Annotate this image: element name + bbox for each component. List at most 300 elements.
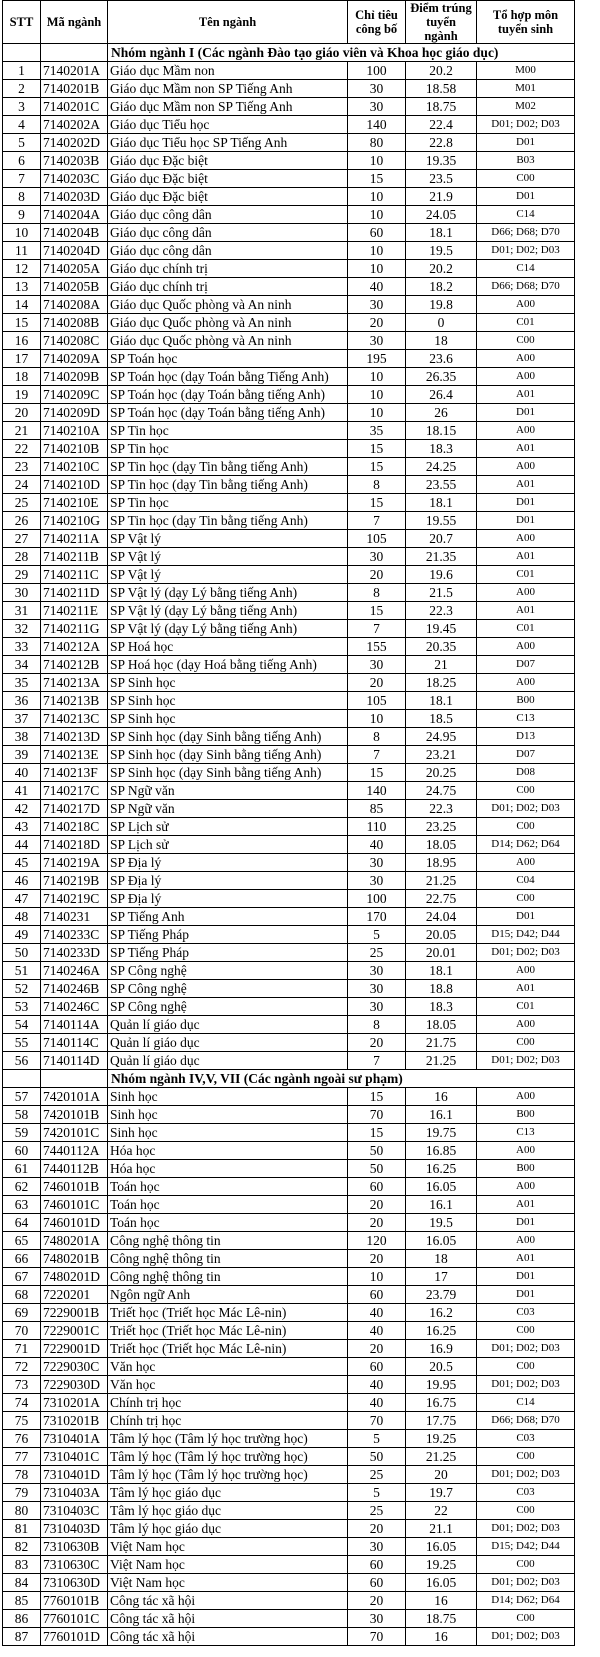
cell-combo: D15; D42; D44 xyxy=(477,1538,575,1556)
cell-quota: 70 xyxy=(348,1412,406,1430)
cell-quota: 20 xyxy=(348,674,406,692)
cell-code: 7140210E xyxy=(41,494,108,512)
cell-score: 21.25 xyxy=(406,1448,477,1466)
cell-combo: C00 xyxy=(477,890,575,908)
cell-name: SP Toán học (dạy Toán bằng tiếng Anh) xyxy=(108,386,348,404)
cell-stt: 86 xyxy=(3,1610,41,1628)
cell-code: 7760101C xyxy=(41,1610,108,1628)
cell-quota: 30 xyxy=(348,98,406,116)
cell-quota: 50 xyxy=(348,1160,406,1178)
table-row xyxy=(3,1286,575,1304)
cell-combo: D66; D68; D70 xyxy=(477,1412,575,1430)
cell-combo: D01 xyxy=(477,1268,575,1286)
cell-code: 7310401A xyxy=(41,1430,108,1448)
cell-score: 20.25 xyxy=(406,764,477,782)
cell-code: 7140114D xyxy=(41,1052,108,1070)
table-row xyxy=(3,998,575,1016)
cell-name: SP Sinh học (dạy Sinh bằng tiếng Anh) xyxy=(108,728,348,746)
cell-stt: 77 xyxy=(3,1448,41,1466)
cell-combo: D01; D02; D03 xyxy=(477,242,575,260)
cell-name: Giáo dục Tiểu học SP Tiếng Anh xyxy=(108,134,348,152)
cell-score: 20.2 xyxy=(406,62,477,80)
table-row xyxy=(3,1124,575,1142)
cell-combo: D01; D02; D03 xyxy=(477,944,575,962)
cell-code: 7140210B xyxy=(41,440,108,458)
cell-combo: D01; D02; D03 xyxy=(477,1520,575,1538)
cell-name: Giáo dục Quốc phòng và An ninh xyxy=(108,296,348,314)
cell-code: 7229001B xyxy=(41,1304,108,1322)
table-row xyxy=(3,404,575,422)
cell-stt: 58 xyxy=(3,1106,41,1124)
cell-stt: 5 xyxy=(3,134,41,152)
table-row xyxy=(3,674,575,692)
cell-quota: 105 xyxy=(348,692,406,710)
table-row xyxy=(3,1196,575,1214)
cell-code: 7140201C xyxy=(41,98,108,116)
cell-score: 22.75 xyxy=(406,890,477,908)
cell-name: Công tác xã hội xyxy=(108,1628,348,1646)
cell-score: 22 xyxy=(406,1502,477,1520)
cell-code: 7220201 xyxy=(41,1286,108,1304)
cell-name: Hóa học xyxy=(108,1160,348,1178)
table-row xyxy=(3,260,575,278)
cell-name: SP Toán học xyxy=(108,350,348,368)
table-row xyxy=(3,1250,575,1268)
cell-code: 7140246B xyxy=(41,980,108,998)
cell-quota: 120 xyxy=(348,1232,406,1250)
cell-score: 19.55 xyxy=(406,512,477,530)
cell-stt: 44 xyxy=(3,836,41,854)
cell-stt: 63 xyxy=(3,1196,41,1214)
cell-stt: 62 xyxy=(3,1178,41,1196)
cell-combo: C14 xyxy=(477,206,575,224)
cell-code: 7140231 xyxy=(41,908,108,926)
cell-score: 21.35 xyxy=(406,548,477,566)
cell-combo: A00 xyxy=(477,368,575,386)
cell-code: 7310201A xyxy=(41,1394,108,1412)
cell-combo: C00 xyxy=(477,1610,575,1628)
cell-quota: 10 xyxy=(348,1268,406,1286)
cell-score: 17.75 xyxy=(406,1412,477,1430)
cell-name: Ngôn ngữ Anh xyxy=(108,1286,348,1304)
cell-code: 7140212A xyxy=(41,638,108,656)
cell-stt: 7 xyxy=(3,170,41,188)
cell-score: 20.5 xyxy=(406,1358,477,1376)
cell-score: 18.15 xyxy=(406,422,477,440)
cell-name: SP Lịch sử xyxy=(108,836,348,854)
cell-stt: 34 xyxy=(3,656,41,674)
table-row xyxy=(3,368,575,386)
cell-combo: C13 xyxy=(477,710,575,728)
cell-score: 16.1 xyxy=(406,1196,477,1214)
cell-code: 7140203C xyxy=(41,170,108,188)
cell-code: 7140114C xyxy=(41,1034,108,1052)
cell-code: 7140201A xyxy=(41,62,108,80)
cell-stt: 29 xyxy=(3,566,41,584)
group-header-row xyxy=(3,1070,575,1088)
cell-quota: 15 xyxy=(348,1124,406,1142)
cell-quota: 60 xyxy=(348,1556,406,1574)
table-row xyxy=(3,1340,575,1358)
table-header-row xyxy=(3,1,575,44)
cell-score: 18.05 xyxy=(406,836,477,854)
cell-quota: 85 xyxy=(348,800,406,818)
cell-quota: 20 xyxy=(348,1520,406,1538)
cell-stt: 41 xyxy=(3,782,41,800)
cell-combo: C00 xyxy=(477,1448,575,1466)
cell-stt: 75 xyxy=(3,1412,41,1430)
header-quota: Chỉ tiêu công bố xyxy=(348,1,406,44)
cell-score: 22.3 xyxy=(406,800,477,818)
cell-code: 7140213D xyxy=(41,728,108,746)
cell-code: 7140218D xyxy=(41,836,108,854)
table-row xyxy=(3,566,575,584)
table-row xyxy=(3,1142,575,1160)
table-row xyxy=(3,980,575,998)
cell-name: SP Công nghệ xyxy=(108,962,348,980)
cell-quota: 80 xyxy=(348,134,406,152)
cell-code: 7140219A xyxy=(41,854,108,872)
cell-code: 7229030C xyxy=(41,1358,108,1376)
cell-quota: 10 xyxy=(348,710,406,728)
cell-combo: C00 xyxy=(477,332,575,350)
cell-name: Việt Nam học xyxy=(108,1574,348,1592)
table-row xyxy=(3,440,575,458)
cell-quota: 10 xyxy=(348,242,406,260)
cell-name: Quản lí giáo dục xyxy=(108,1052,348,1070)
table-row xyxy=(3,1412,575,1430)
cell-stt: 15 xyxy=(3,314,41,332)
cell-combo: C00 xyxy=(477,1034,575,1052)
cell-combo: D15; D42; D44 xyxy=(477,926,575,944)
group-title: Nhóm ngành IV,V, VII (Các ngành ngoài sư phạm) xyxy=(108,1070,575,1088)
cell-name: Công tác xã hội xyxy=(108,1592,348,1610)
cell-score: 19.6 xyxy=(406,566,477,584)
cell-stt: 6 xyxy=(3,152,41,170)
cell-quota: 30 xyxy=(348,332,406,350)
cell-name: SP Tin học (dạy Tin bằng tiếng Anh) xyxy=(108,512,348,530)
cell-combo: C04 xyxy=(477,872,575,890)
cell-code: 7140205A xyxy=(41,260,108,278)
table-row xyxy=(3,1466,575,1484)
cell-code: 7229001C xyxy=(41,1322,108,1340)
cell-quota: 20 xyxy=(348,1592,406,1610)
cell-stt: 38 xyxy=(3,728,41,746)
cell-combo: D07 xyxy=(477,656,575,674)
cell-code: 7140213F xyxy=(41,764,108,782)
cell-name: Toán học xyxy=(108,1196,348,1214)
cell-score: 19.45 xyxy=(406,620,477,638)
cell-code: 7140211E xyxy=(41,602,108,620)
table-row xyxy=(3,1394,575,1412)
cell-name: Giáo dục chính trị xyxy=(108,260,348,278)
cell-score: 22.3 xyxy=(406,602,477,620)
cell-name: SP Hoá học (dạy Hoá bằng tiếng Anh) xyxy=(108,656,348,674)
cell-combo: C14 xyxy=(477,260,575,278)
table-row xyxy=(3,800,575,818)
cell-stt: 65 xyxy=(3,1232,41,1250)
cell-combo: A00 xyxy=(477,638,575,656)
table-row xyxy=(3,1106,575,1124)
cell-name: Giáo dục Quốc phòng và An ninh xyxy=(108,332,348,350)
cell-combo: D08 xyxy=(477,764,575,782)
cell-code: 7140219B xyxy=(41,872,108,890)
cell-quota: 25 xyxy=(348,1466,406,1484)
cell-score: 20.35 xyxy=(406,638,477,656)
cell-name: SP Vật lý xyxy=(108,548,348,566)
cell-stt: 20 xyxy=(3,404,41,422)
cell-quota: 10 xyxy=(348,152,406,170)
cell-combo: A00 xyxy=(477,1178,575,1196)
cell-name: SP Sinh học xyxy=(108,692,348,710)
table-row xyxy=(3,512,575,530)
cell-code: 7140217D xyxy=(41,800,108,818)
cell-code: 7310401C xyxy=(41,1448,108,1466)
cell-combo: C03 xyxy=(477,1304,575,1322)
cell-quota: 20 xyxy=(348,1340,406,1358)
cell-code: 7310630D xyxy=(41,1574,108,1592)
cell-quota: 170 xyxy=(348,908,406,926)
cell-quota: 7 xyxy=(348,620,406,638)
cell-quota: 8 xyxy=(348,584,406,602)
cell-stt: 8 xyxy=(3,188,41,206)
cell-code: 7140210D xyxy=(41,476,108,494)
cell-score: 18.3 xyxy=(406,440,477,458)
table-row xyxy=(3,242,575,260)
cell-combo: D14; D62; D64 xyxy=(477,836,575,854)
cell-combo: A00 xyxy=(477,296,575,314)
cell-score: 18 xyxy=(406,1250,477,1268)
cell-stt: 60 xyxy=(3,1142,41,1160)
cell-quota: 20 xyxy=(348,1034,406,1052)
cell-stt: 50 xyxy=(3,944,41,962)
cell-combo: C00 xyxy=(477,782,575,800)
cell-stt: 23 xyxy=(3,458,41,476)
cell-quota: 100 xyxy=(348,890,406,908)
cell-quota: 40 xyxy=(348,1304,406,1322)
cell-combo: A00 xyxy=(477,1088,575,1106)
cell-stt: 84 xyxy=(3,1574,41,1592)
cell-quota: 105 xyxy=(348,530,406,548)
cell-score: 18.2 xyxy=(406,278,477,296)
cell-combo: A00 xyxy=(477,1232,575,1250)
cell-score: 18.05 xyxy=(406,1016,477,1034)
table-row xyxy=(3,188,575,206)
cell-quota: 10 xyxy=(348,404,406,422)
table-row xyxy=(3,98,575,116)
table-row xyxy=(3,1448,575,1466)
cell-name: Giáo dục Mầm non SP Tiếng Anh xyxy=(108,98,348,116)
cell-stt: 42 xyxy=(3,800,41,818)
cell-quota: 30 xyxy=(348,962,406,980)
cell-name: SP Ngữ văn xyxy=(108,782,348,800)
cell-quota: 30 xyxy=(348,872,406,890)
cell-code: 7140233C xyxy=(41,926,108,944)
cell-code: 7140211B xyxy=(41,548,108,566)
cell-stt: 61 xyxy=(3,1160,41,1178)
cell-stt: 87 xyxy=(3,1628,41,1646)
table-row xyxy=(3,1520,575,1538)
cell-name: Triết học (Triết học Mác Lê-nin) xyxy=(108,1322,348,1340)
cell-combo: B00 xyxy=(477,1160,575,1178)
cell-score: 21.9 xyxy=(406,188,477,206)
cell-quota: 15 xyxy=(348,1088,406,1106)
cell-score: 16.05 xyxy=(406,1574,477,1592)
cell-quota: 25 xyxy=(348,944,406,962)
cell-name: Văn học xyxy=(108,1376,348,1394)
cell-name: SP Công nghệ xyxy=(108,998,348,1016)
cell-stt: 35 xyxy=(3,674,41,692)
cell-combo: D01; D02; D03 xyxy=(477,1628,575,1646)
cell-quota: 110 xyxy=(348,818,406,836)
cell-name: SP Vật lý (dạy Lý bằng tiếng Anh) xyxy=(108,602,348,620)
cell-code: 7310403D xyxy=(41,1520,108,1538)
table-row xyxy=(3,548,575,566)
table-row xyxy=(3,1052,575,1070)
cell-combo: D66; D68; D70 xyxy=(477,224,575,242)
cell-name: Toán học xyxy=(108,1214,348,1232)
table-row xyxy=(3,206,575,224)
cell-code: 7140210A xyxy=(41,422,108,440)
cell-score: 20.01 xyxy=(406,944,477,962)
cell-combo: D01; D02; D03 xyxy=(477,1340,575,1358)
table-row xyxy=(3,296,575,314)
cell-code: 7140219C xyxy=(41,890,108,908)
cell-stt: 30 xyxy=(3,584,41,602)
cell-stt: 57 xyxy=(3,1088,41,1106)
table-row xyxy=(3,458,575,476)
cell-quota: 7 xyxy=(348,746,406,764)
cell-stt: 71 xyxy=(3,1340,41,1358)
cell-stt: 31 xyxy=(3,602,41,620)
header-stt: STT xyxy=(3,1,41,44)
table-row xyxy=(3,1214,575,1232)
cell-combo: D66; D68; D70 xyxy=(477,278,575,296)
cell-score: 21.1 xyxy=(406,1520,477,1538)
cell-blank xyxy=(3,44,41,62)
cell-combo: A00 xyxy=(477,584,575,602)
cell-name: Tâm lý học giáo dục xyxy=(108,1484,348,1502)
cell-combo: D07 xyxy=(477,746,575,764)
cell-quota: 8 xyxy=(348,1016,406,1034)
cell-code: 7140213B xyxy=(41,692,108,710)
cell-name: SP Tiếng Anh xyxy=(108,908,348,926)
cell-code: 7440112B xyxy=(41,1160,108,1178)
cell-score: 0 xyxy=(406,314,477,332)
table-row xyxy=(3,1034,575,1052)
cell-stt: 14 xyxy=(3,296,41,314)
cell-stt: 53 xyxy=(3,998,41,1016)
cell-combo: A01 xyxy=(477,1250,575,1268)
cell-quota: 7 xyxy=(348,512,406,530)
cell-score: 16.05 xyxy=(406,1538,477,1556)
cell-combo: C00 xyxy=(477,1322,575,1340)
cell-score: 18.5 xyxy=(406,710,477,728)
cell-code: 7480201B xyxy=(41,1250,108,1268)
table-row xyxy=(3,620,575,638)
cell-name: Chính trị học xyxy=(108,1394,348,1412)
cell-stt: 49 xyxy=(3,926,41,944)
cell-code: 7140204A xyxy=(41,206,108,224)
cell-stt: 83 xyxy=(3,1556,41,1574)
cell-score: 19.25 xyxy=(406,1556,477,1574)
cell-quota: 60 xyxy=(348,1358,406,1376)
cell-code: 7140201B xyxy=(41,80,108,98)
cell-score: 21 xyxy=(406,656,477,674)
cell-quota: 195 xyxy=(348,350,406,368)
cell-quota: 70 xyxy=(348,1628,406,1646)
cell-name: SP Tin học (dạy Tin bằng tiếng Anh) xyxy=(108,458,348,476)
cell-code: 7310403C xyxy=(41,1502,108,1520)
cell-stt: 81 xyxy=(3,1520,41,1538)
table-row xyxy=(3,728,575,746)
cell-quota: 10 xyxy=(348,188,406,206)
cell-score: 24.04 xyxy=(406,908,477,926)
cell-name: SP Vật lý xyxy=(108,566,348,584)
cell-combo: C00 xyxy=(477,170,575,188)
header-combo: Tổ hợp môn tuyển sinh xyxy=(477,1,575,44)
cell-stt: 12 xyxy=(3,260,41,278)
cell-score: 16.25 xyxy=(406,1160,477,1178)
cell-name: Tâm lý học (Tâm lý học trường học) xyxy=(108,1430,348,1448)
cell-score: 23.21 xyxy=(406,746,477,764)
cell-stt: 74 xyxy=(3,1394,41,1412)
cell-score: 16.05 xyxy=(406,1232,477,1250)
cell-score: 19.25 xyxy=(406,1430,477,1448)
table-row xyxy=(3,224,575,242)
table-row xyxy=(3,1628,575,1646)
cell-code: 7460101B xyxy=(41,1178,108,1196)
cell-name: SP Địa lý xyxy=(108,854,348,872)
cell-score: 21.25 xyxy=(406,872,477,890)
cell-name: SP Toán học (dạy Toán bằng Tiếng Anh) xyxy=(108,368,348,386)
cell-stt: 2 xyxy=(3,80,41,98)
table-row xyxy=(3,314,575,332)
table-row xyxy=(3,656,575,674)
cell-name: SP Sinh học xyxy=(108,674,348,692)
cell-code: 7140246A xyxy=(41,962,108,980)
cell-combo: D14; D62; D64 xyxy=(477,1592,575,1610)
cell-quota: 60 xyxy=(348,1574,406,1592)
cell-name: Giáo dục Tiểu học xyxy=(108,116,348,134)
cell-combo: D01 xyxy=(477,134,575,152)
cell-stt: 37 xyxy=(3,710,41,728)
cell-quota: 15 xyxy=(348,764,406,782)
table-row xyxy=(3,1538,575,1556)
cell-stt: 21 xyxy=(3,422,41,440)
cell-name: Công nghệ thông tin xyxy=(108,1250,348,1268)
cell-code: 7480201D xyxy=(41,1268,108,1286)
table-row xyxy=(3,422,575,440)
cell-code: 7140204D xyxy=(41,242,108,260)
cell-code: 7140246C xyxy=(41,998,108,1016)
cell-score: 19.8 xyxy=(406,296,477,314)
cell-stt: 68 xyxy=(3,1286,41,1304)
cell-quota: 15 xyxy=(348,170,406,188)
cell-name: Sinh học xyxy=(108,1088,348,1106)
cell-code: 7310401D xyxy=(41,1466,108,1484)
cell-score: 18.1 xyxy=(406,224,477,242)
table-row xyxy=(3,134,575,152)
cell-quota: 70 xyxy=(348,1106,406,1124)
cell-quota: 7 xyxy=(348,1052,406,1070)
table-row xyxy=(3,1484,575,1502)
cell-name: Quản lí giáo dục xyxy=(108,1034,348,1052)
cell-code: 7140233D xyxy=(41,944,108,962)
table-row xyxy=(3,116,575,134)
cell-quota: 20 xyxy=(348,566,406,584)
cell-stt: 72 xyxy=(3,1358,41,1376)
